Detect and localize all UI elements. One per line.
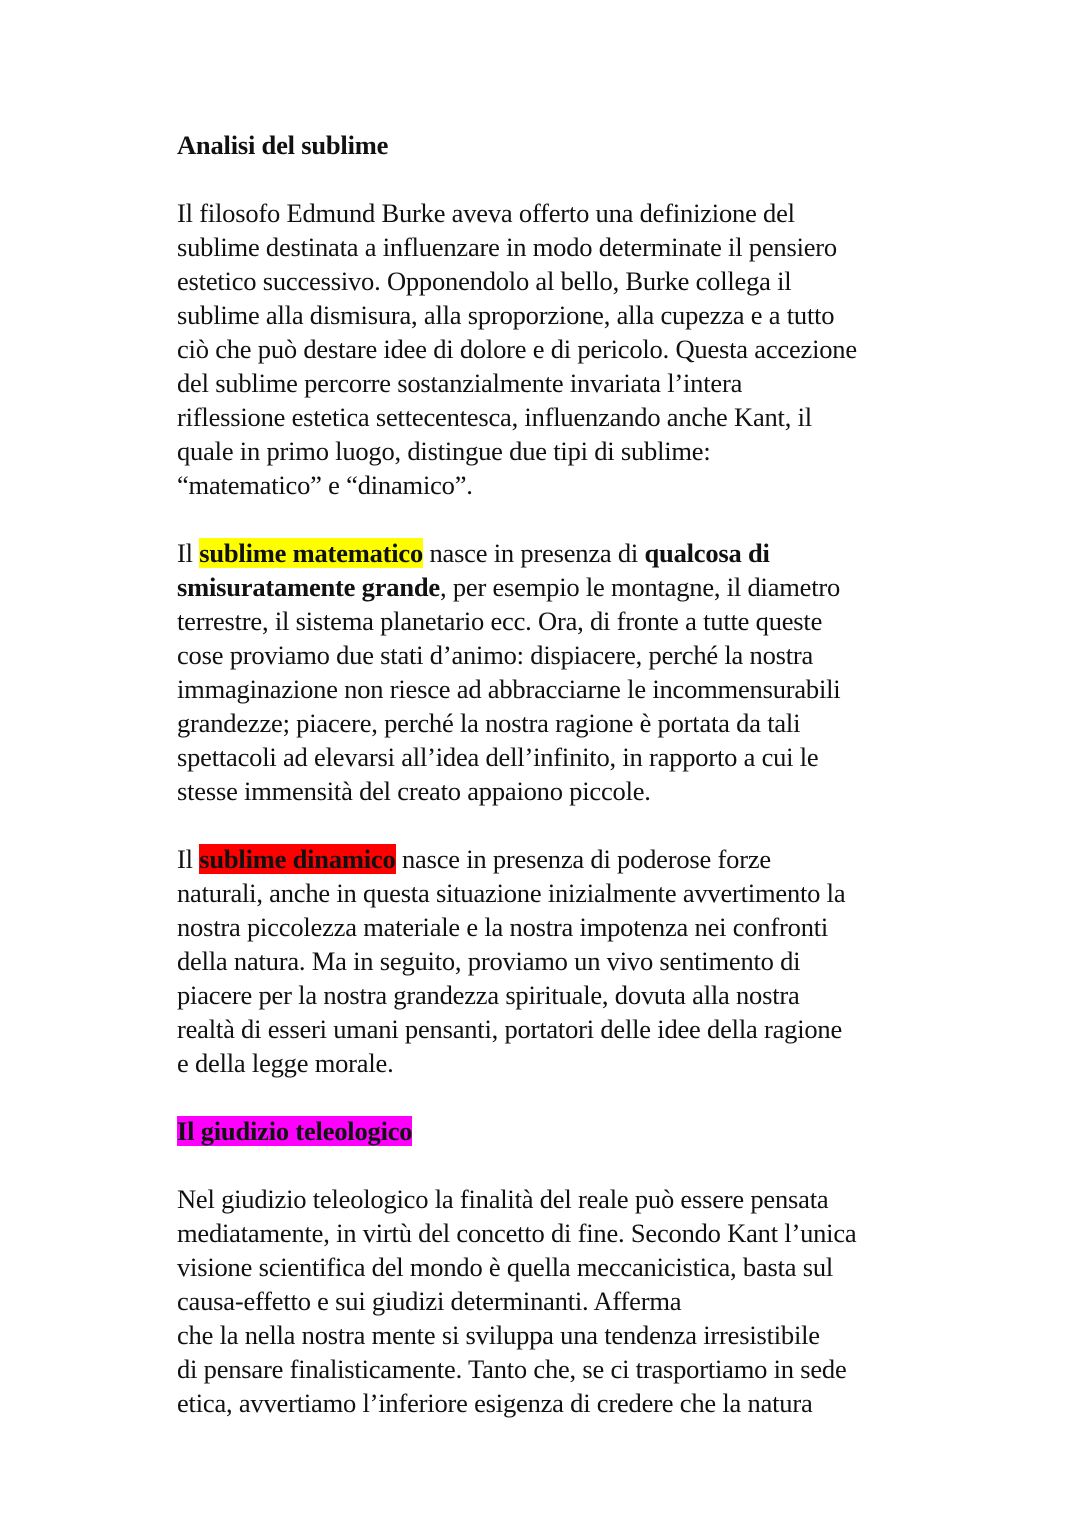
- text-line: di pensare finalisticamente. Tanto che, se ci trasportiamo in sede: [177, 1354, 847, 1384]
- text-fragment: Il: [177, 538, 200, 568]
- highlight-giudizio-teleologico: Il giudizio teleologico: [177, 1116, 413, 1146]
- text-line: terrestre, il sistema planetario ecc. Ora, di fronte a tutte queste: [177, 606, 823, 636]
- highlight-sublime-dinamico: sublime dinamico: [199, 844, 396, 874]
- paragraph-sublime-matematico: [177, 536, 997, 808]
- highlight-sublime-matematico: sublime matematico: [199, 538, 424, 568]
- text-line: etica, avvertiamo l’inferiore esigenza di credere che la natura: [177, 1388, 813, 1418]
- text-line: [177, 536, 997, 570]
- text-line: mediatamente, in virtù del concetto di fine. Secondo Kant l’unica: [177, 1218, 857, 1248]
- spacer: [177, 808, 997, 842]
- text-line: grandezze; piacere, perché la nostra ragione è portata da tali: [177, 708, 801, 738]
- text-line: immaginazione non riesce ad abbracciarne le incommensurabili: [177, 674, 841, 704]
- text-line: piacere per la nostra grandezza spirituale, dovuta alla nostra: [177, 980, 800, 1010]
- text-line: stesse immensità del creato appaiono piccole.: [177, 776, 651, 806]
- text-line: realtà di esseri umani pensanti, portatori delle idee della ragione: [177, 1014, 843, 1044]
- text-fragment: , per esempio le montagne, il diametro: [439, 572, 841, 602]
- paragraph-teleologico: [177, 1182, 997, 1420]
- text-line: del sublime percorre sostanzialmente invariata l’intera: [177, 368, 743, 398]
- text-line: sublime destinata a influenzare in modo determinate il pensiero: [177, 232, 837, 262]
- text-fragment: Il: [177, 844, 200, 874]
- text-line: della natura. Ma in seguito, proviamo un vivo sentimento di: [177, 946, 801, 976]
- spacer: [177, 1080, 997, 1114]
- text-fragment: nasce in presenza di: [423, 538, 645, 568]
- spacer: [177, 502, 997, 536]
- text-line: causa-effetto e sui giudizi determinanti. Afferma: [177, 1286, 682, 1316]
- paragraph-sublime-dinamico: [177, 842, 997, 1080]
- text-line: e della legge morale.: [177, 1048, 394, 1078]
- text-fragment: nasce in presenza di poderose forze: [395, 844, 771, 874]
- text-line: Nel giudizio teleologico la finalità del reale può essere pensata: [177, 1184, 829, 1214]
- text-line: nostra piccolezza materiale e la nostra impotenza nei confronti: [177, 912, 829, 942]
- text-line: [177, 842, 997, 876]
- text-line: visione scientifica del mondo è quella meccanicistica, basta sul: [177, 1252, 834, 1282]
- text-line: spettacoli ad elevarsi all’idea dell’infinito, in rapporto a cui le: [177, 742, 819, 772]
- text-line: naturali, anche in questa situazione inizialmente avvertimento la: [177, 878, 846, 908]
- paragraph-burke: [177, 196, 997, 502]
- text-line: estetico successivo. Opponendolo al bello, Burke collega il: [177, 266, 792, 296]
- spacer: [177, 1148, 997, 1182]
- text-line: “matematico” e “dinamico”.: [177, 470, 473, 500]
- text-line: sublime alla dismisura, alla sproporzione, alla cupezza e a tutto: [177, 300, 835, 330]
- section-title-analisi-sublime: Analisi del sublime: [177, 130, 389, 160]
- text-line: Il filosofo Edmund Burke aveva offerto una definizione del: [177, 198, 795, 228]
- bold-text: smisuratamente grande: [177, 572, 440, 602]
- text-line: [177, 570, 997, 604]
- section-title-giudizio-teleologico: [177, 1114, 997, 1148]
- text-line: riflessione estetica settecentesca, influenzando anche Kant, il: [177, 402, 812, 432]
- text-line: cose proviamo due stati d’animo: dispiacere, perché la nostra: [177, 640, 814, 670]
- text-line: quale in primo luogo, distingue due tipi di sublime:: [177, 436, 711, 466]
- spacer: [177, 162, 997, 196]
- document-page: [177, 128, 997, 1420]
- bold-text: qualcosa di: [644, 538, 770, 568]
- text-line: ciò che può destare idee di dolore e di pericolo. Questa accezione: [177, 334, 857, 364]
- text-line: che la nella nostra mente si sviluppa una tendenza irresistibile: [177, 1320, 820, 1350]
